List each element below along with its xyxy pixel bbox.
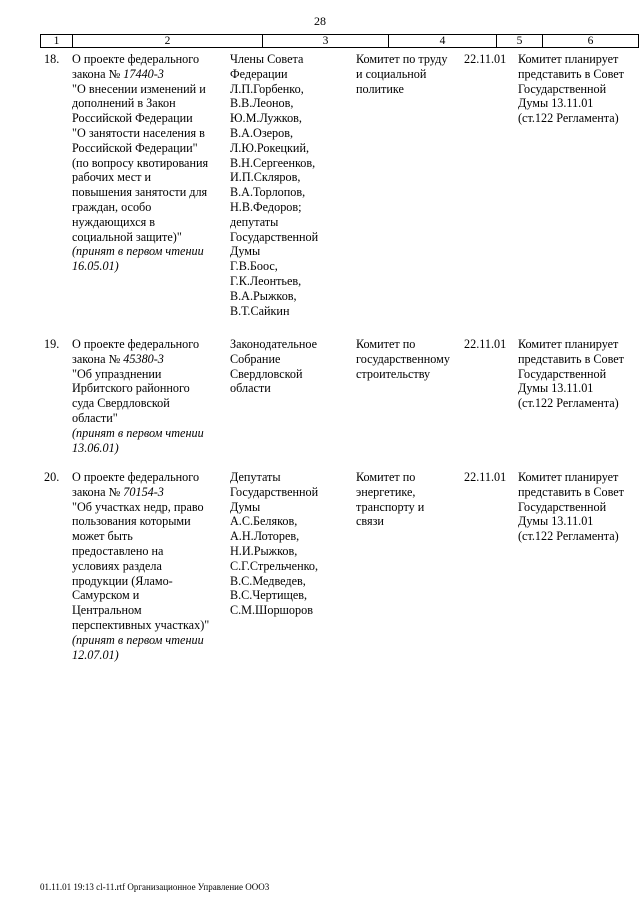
table-row [40,52,640,322]
bill-description: "Об упразднении Ирбитского районного суда Свердловской области" [72,366,190,425]
bill-cell [72,470,250,662]
bill-number: 17440-3 [123,66,164,81]
bill-reading-status: (принят в первом чтении 13.06.01) [72,425,204,455]
initiator-cell: Депутаты Государственной Думы А.С.Беляков, А.Н.Лоторев, Н.И.Рыжков, С.Г.Стрельченко, В.С.Медведев, В.С.Чертищев, С.М.Шоршоров [230,470,319,618]
column-header-4: 4 [389,35,497,48]
bill-title: О проекте федерального закона № [72,337,200,366]
bill-description: "Об участках недр, право пользования которыми может быть предоставлено на условиях раздела продукции (Яламо- Самурском и Центральном перспективных участках)" [72,499,210,632]
plan-cell: Комитет планирует представить в Совет Государственной Думы 13.11.01 (ст.122 Регламента) [518,52,625,126]
column-header-2: 2 [73,35,263,48]
row-number: 20. [44,470,60,484]
bill-reading-status: (принят в первом чтении 16.05.01) [72,244,204,274]
bill-number: 45380-3 [123,351,164,366]
plan-cell: Комитет планирует представить в Совет Государственной Думы 13.11.01 (ст.122 Регламента) [518,470,625,544]
column-header-5: 5 [497,35,543,48]
bill-title: О проекте федерального закона № [72,470,200,499]
table-row [40,337,640,455]
bill-cell [72,337,250,455]
committee-cell: Комитет по государственному строительству [356,337,450,381]
committee-cell: Комитет по труду и социальной политике [356,52,448,96]
table-row [40,470,640,670]
row-number: 19. [44,337,60,351]
initiator-cell: Законодательное Собрание Свердловской области [230,337,318,396]
footer-info: 01.11.01 19:13 cl-11.rtf Организационное Управление ООО3 [40,882,270,892]
date-cell: 22.11.01 [464,470,507,484]
initiator-cell: Члены Совета Федерации Л.П.Горбенко, В.В.Леонов, Ю.М.Лужков, В.А.Озеров, Л.Ю.Рокецкий, В.Н.Сергеенков, И.П.Скляров, В.А.Торлопов, Н.В.Федоров; депутаты Государственной Думы Г.В.Боос, Г.К.Леонтьев, В.А.Рыжков, В.Т.Сайкин [230,52,319,318]
column-header-row [40,34,639,48]
page-number: 28 [314,14,326,28]
column-header-6: 6 [543,35,639,48]
bill-cell [72,52,250,274]
row-number: 18. [44,52,60,66]
bill-title: О проекте федерального закона № [72,52,200,81]
bill-reading-status: (принят в первом чтении 12.07.01) [72,632,204,662]
date-cell: 22.11.01 [464,337,507,351]
bill-number: 70154-3 [123,484,164,499]
column-header-3: 3 [263,35,389,48]
bill-description: "О внесении изменений и дополнений в Закон Российской Федерации "О занятости населения в Российской Федерации" (по вопросу квотирования рабочих мест и повышения занятости для граждан, особо нуждающихся в социальной защите)" [72,81,209,244]
column-header-1: 1 [41,35,73,48]
plan-cell: Комитет планирует представить в Совет Государственной Думы 13.11.01 (ст.122 Регламента) [518,337,625,411]
date-cell: 22.11.01 [464,52,507,66]
committee-cell: Комитет по энергетике, транспорту и связи [356,470,425,529]
